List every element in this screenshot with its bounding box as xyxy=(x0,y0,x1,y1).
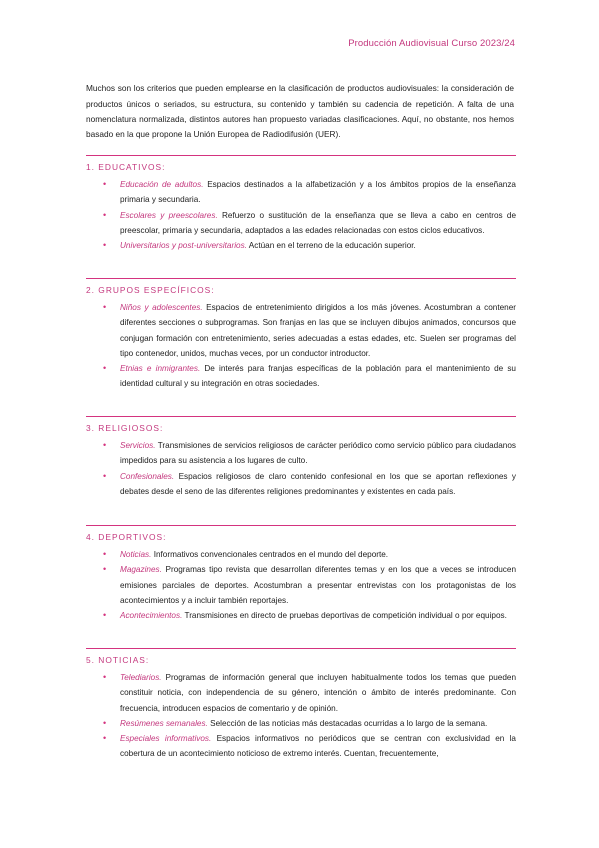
bullet-icon: • xyxy=(103,240,107,251)
bullet-icon: • xyxy=(103,209,107,220)
item-term: Magazines. xyxy=(120,565,162,575)
section-title: 3. RELIGIOSOS: xyxy=(86,423,164,433)
bullet-icon: • xyxy=(103,302,107,312)
item-text: Transmisiones de servicios religiosos de carácter periódico como servicio público para ciudadanos impedidos para su asistencia a los lugares de culto. xyxy=(120,441,516,466)
bullet-icon: • xyxy=(103,549,107,559)
list-item xyxy=(86,300,516,361)
item-text: Programas tipo revista que desarrollan diferentes temas y en los que a veces se introducen emisiones parciales de deportes. Acostumbran a presentar entrevistas con los protagonistas de los acontecimientos y a incluir también reportajes. xyxy=(120,565,516,605)
list-item xyxy=(86,438,516,469)
section-divider xyxy=(86,278,516,279)
section-educativos xyxy=(86,155,516,253)
bullet-icon: • xyxy=(103,733,107,744)
item-text: Espacios religiosos de claro contenido confesional en los que se aportan reflexiones y debates desde el seno de las diferentes religiones predominantes y existentes en cada país. xyxy=(120,471,516,496)
list-item xyxy=(86,469,516,500)
item-text: Espacios destinados a la alfabetización y a los ámbitos propios de la enseñanza primaria y secundaria. xyxy=(120,180,516,205)
item-term: Resúmenes semanales. xyxy=(120,718,208,728)
list-item xyxy=(86,716,516,731)
bullet-icon: • xyxy=(103,672,107,682)
section-religiosos xyxy=(86,416,516,499)
item-term: Escolares y preescolares. xyxy=(120,210,218,220)
bullet-icon: • xyxy=(103,179,107,189)
list-item xyxy=(86,547,516,562)
section-divider xyxy=(86,648,516,649)
list-item xyxy=(86,731,516,762)
item-term: Noticias. xyxy=(120,550,152,559)
list-item xyxy=(86,608,516,623)
section-divider xyxy=(86,416,516,417)
list-item xyxy=(86,670,516,716)
bullet-icon: • xyxy=(103,363,107,374)
item-term: Confesionales. xyxy=(120,471,175,481)
item-text: Actúan en el terreno de la educación superior. xyxy=(248,241,416,251)
bullet-icon: • xyxy=(103,717,107,728)
section-title: 1. EDUCATIVOS: xyxy=(86,162,166,172)
item-text: Programas de información general que incluyen habitualmente todos los temas que pueden constituir noticia, con independencia de su género, intención o ámbito de interés predominante. Con frecuencia, introducen espacios de comentario y de opinión. xyxy=(120,673,517,713)
item-term: Niños y adolescentes. xyxy=(120,303,203,312)
item-term: Educación de adultos. xyxy=(120,180,204,189)
item-text: Espacios informativos no periódicos que se centran con exclusividad en la cobertura de un acontecimiento noticioso de extremo interés. Cuentan, frecuentemente, xyxy=(120,734,516,759)
bullet-icon: • xyxy=(103,610,107,621)
item-term: Telediarios. xyxy=(120,673,162,682)
list-item xyxy=(86,208,516,239)
section-title: 5. NOTICIAS: xyxy=(86,655,150,665)
bullet-icon: • xyxy=(103,470,107,481)
intro-paragraph: Muchos son los criterios que pueden emplearse en la clasificación de productos audiovisuales: la consideración de productos únicos o seriados, su estructura, su contenido y también su cadencia de repetición. A falta de una nomenclatura normalizada, distintos autores han propuesto variadas clasificaciones. Aquí, no obstante, nos hemos basado en la que propone la Unión Europea de Radiodifusión (UER). xyxy=(86,83,514,140)
section-noticias xyxy=(86,648,516,762)
section-grupos-especificos xyxy=(86,278,516,392)
item-term: Servicios. xyxy=(120,441,156,450)
item-text: Transmisiones en directo de pruebas deportivas de competición individual o por equipos. xyxy=(184,611,507,621)
item-term: Etnias e inmigrantes. xyxy=(120,364,201,374)
item-term: Especiales informativos. xyxy=(120,734,212,744)
page-header-title: Producción Audiovisual Curso 2023/24 xyxy=(348,38,515,49)
item-text: Espacios de entretenimiento dirigidos a los más jóvenes. Acostumbran a contener diferentes secciones o subprogramas. Son franjas en las que se incluyen dibujos animados, concursos que conjugan formación con entretenimiento, series adecuadas a estas edades, etc. Suelen ser programas del tipo contenedor, unidos, muchas veces, por un conductor introductor. xyxy=(120,303,516,358)
item-text: Refuerzo o sustitución de la enseñanza que se lleva a cabo en centros de preescolar, primaria y secundaria, adaptados a las edades relacionadas con estos ciclos educativos. xyxy=(120,210,517,235)
section-deportivos xyxy=(86,525,516,623)
item-term: Acontecimientos. xyxy=(120,611,183,621)
list-item xyxy=(86,238,516,253)
item-text: Selección de las noticias más destacadas ocurridas a lo largo de la semana. xyxy=(210,718,488,728)
item-text: De interés para franjas específicas de la población para el mantenimiento de su identidad cultural y su integración en otras sociedades. xyxy=(120,364,516,389)
section-title: 4. DEPORTIVOS: xyxy=(86,532,167,542)
list-item xyxy=(86,177,516,208)
section-divider xyxy=(86,525,516,526)
section-title: 2. GRUPOS ESPECÍFICOS: xyxy=(86,285,215,295)
list-item xyxy=(86,361,516,392)
item-term: Universitarios y post-universitarios. xyxy=(120,241,247,251)
section-divider xyxy=(86,155,516,156)
bullet-icon: • xyxy=(103,564,107,575)
list-item xyxy=(86,562,516,608)
bullet-icon: • xyxy=(103,440,107,450)
item-text: Informativos convencionales centrados en el mundo del deporte. xyxy=(153,550,389,559)
